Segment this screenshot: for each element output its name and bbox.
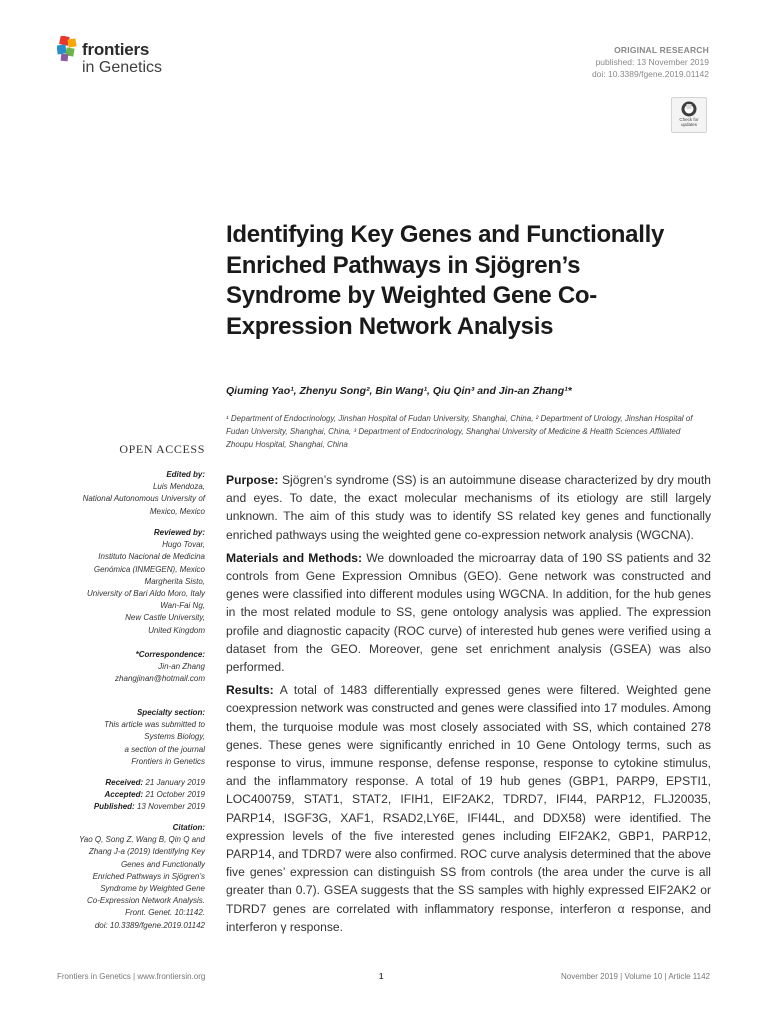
editor-line: National Autonomous University of — [82, 494, 205, 504]
results-label: Results: — [226, 683, 274, 698]
citation-line: Yao Q, Song Z, Wang B, Qin Q and — [79, 835, 205, 845]
dates-block — [40, 777, 205, 814]
editor-line: Luis Mendoza, — [152, 482, 205, 492]
received-label: Received: — [105, 778, 144, 787]
edited-by-block — [40, 469, 205, 518]
abstract-results — [226, 681, 711, 936]
specialty-section-block — [40, 707, 205, 768]
edited-by-heading: Edited by: — [166, 470, 205, 479]
specialty-line: a section of the journal — [124, 744, 205, 754]
reviewed-by-heading: Reviewed by: — [153, 528, 205, 537]
page-number: 1 — [379, 972, 384, 981]
reviewer-line: Genómica (INMEGEN), Mexico — [93, 564, 205, 574]
article-doi[interactable]: doi: 10.3389/fgene.2019.01142 — [591, 69, 709, 79]
abstract-purpose — [226, 471, 711, 544]
footer-issue: November 2019 | Volume 10 | Article 1142 — [561, 972, 710, 981]
abstract-methods — [226, 549, 711, 676]
specialty-line: This article was submitted to — [104, 720, 205, 730]
specialty-line: Frontiers in Genetics — [131, 756, 205, 766]
correspondence-heading: *Correspondence: — [135, 650, 205, 659]
published-value: 13 November 2019 — [136, 802, 205, 812]
check-for-updates-icon — [681, 101, 697, 117]
accepted-value: 21 October 2019 — [145, 790, 205, 800]
methods-label: Materials and Methods: — [226, 550, 363, 565]
affiliations: ¹ Department of Endocrinology, Jinshan Hospital of Fudan University, Shanghai, China, ² Department of Urology, Jinshan Hospital of Fudan University, Shanghai, China, ³ Department of Endocrinology, Shanghai University of Medicine & Health Sciences Affiliated Zhoupu Hospital, Shanghai, China — [226, 414, 693, 449]
article-meta — [592, 44, 709, 80]
article-type: ORIGINAL RESEARCH — [614, 45, 709, 55]
footer-journal-site[interactable]: Frontiers in Genetics | www.frontiersin.org — [57, 972, 206, 981]
citation-line: Zhang J-a (2019) Identifying Key — [88, 847, 205, 857]
published-label: Published: — [93, 802, 135, 812]
page-footer — [57, 972, 710, 986]
purpose-label: Purpose: — [226, 473, 279, 487]
author-list: Qiuming Yao¹, Zhenyu Song², Bin Wang¹, Qiu Qin³ and Jin-an Zhang¹* — [226, 385, 572, 397]
published-date-sidebar — [40, 801, 205, 813]
reviewer-line: University of Bari Aldo Moro, Italy — [87, 589, 205, 599]
reviewer-line: United Kingdom — [148, 625, 205, 635]
check-for-updates-line1: Check for — [679, 117, 699, 122]
abstract — [226, 471, 711, 941]
editor-line: Mexico, Mexico — [149, 506, 205, 516]
logo-word-frontiers: frontiers — [82, 40, 150, 59]
published-date: published: 13 November 2019 — [595, 57, 709, 67]
correspondence-block — [40, 649, 205, 686]
received-value: 21 January 2019 — [145, 778, 205, 787]
reviewer-line: New Castle University, — [125, 613, 205, 623]
citation-line: Co-Expression Network Analysis. — [87, 896, 205, 906]
citation-block — [40, 822, 205, 932]
citation-line: Genes and Functionally — [120, 859, 205, 869]
received-date — [40, 777, 205, 789]
results-text: A total of 1483 differentially expressed genes were filtered. Weighted gene coexpression network was constructed and genes were classified into 17 modules. Among them, the turquoise module was most closely associated with SS, which contained 278 genes. These genes were significantly enriched in 10 Gene Ontology terms, such as response to virus, immune response, defense response, response to cytokine stimulus, and the inflammatory response. A total of 19 hub genes (GBP1, PARP9, EPSTI1, LOC400759, STAT1, STAT2, IFIH1, EIF2AK2, TDRD7, IFI44, PARP12, FLJ20035, PARP14, ISGF3G, XAF1, RSAD2,LY6E, IFI44L, and DDX58) were identified. The expression levels of the five interested genes including EIF2AK2, GBP1, PARP12, PARP14, and TDRD7 were also confirmed. ROC curve analysis determined that the above five genes’ expression can distinguish SS from controls (the area under the curve is all greater than 0.7). GSEA suggests that the SS samples with highly expressed EIF2AK2 or TDRD7 genes are correlated with inflammatory response, interferon α response, and interferon γ response. — [226, 683, 711, 934]
check-for-updates-line2: updates — [680, 122, 697, 127]
citation-line: Front. Genet. 10:1142. — [125, 908, 205, 918]
reviewed-by-block — [40, 527, 205, 637]
accepted-date — [40, 789, 205, 801]
logo-word-journal: in Genetics — [82, 59, 163, 76]
purpose-text: Sjögren’s syndrome (SS) is an autoimmune disease characterized by dry mouth and eyes. To date, the exact molecular mechanisms of its etiology are still largely unknown. The aim of this study was to identify SS related key genes and functionally enriched pathways using the weighted gene co-expression network analysis (WGCNA). — [226, 473, 711, 542]
correspondence-email[interactable]: zhangjinan@hotmail.com — [115, 674, 205, 684]
reviewer-line: Margherita Sisto, — [144, 576, 205, 586]
article-title: Identifying Key Genes and Functionally Enriched Pathways in Sjögren’s Syndrome by Weighted Gene Co-Expression Network Analysis — [226, 221, 665, 340]
reviewer-line: Wan-Fai Ng, — [160, 601, 205, 611]
check-for-updates-badge[interactable] — [671, 97, 707, 133]
reviewer-line: Instituto Nacional de Medicina — [98, 552, 205, 562]
frontiers-logo-icon — [57, 36, 79, 62]
citation-heading: Citation: — [172, 823, 205, 832]
citation-line: Syndrome by Weighted Gene — [100, 884, 205, 894]
accepted-label: Accepted: — [104, 790, 144, 800]
journal-logo[interactable] — [57, 34, 187, 80]
open-access-label: OPEN ACCESS — [119, 442, 205, 456]
correspondence-name: Jin-an Zhang — [158, 662, 205, 672]
reviewer-line: Hugo Tovar, — [162, 540, 205, 550]
citation-line: Enriched Pathways in Sjögren’s — [92, 871, 205, 881]
specialty-heading: Specialty section: — [136, 708, 205, 717]
citation-doi[interactable]: doi: 10.3389/fgene.2019.01142 — [94, 920, 205, 930]
specialty-line: Systems Biology, — [144, 732, 205, 742]
methods-text: We downloaded the microarray data of 190 SS patients and 32 controls from Gene Expression Omnibus (GEO). Gene network was constructed and genes were classified into different modules using WGCNA. In addition, for the hub genes in the most related module to SS, gene ontology analysis was applied. The expression profile and diagnostic capacity (ROC curve) of interested hub genes were verified using a dataset from the GEO. Moreover, gene set enrichment analysis (GSEA) was also performed. — [226, 550, 711, 675]
